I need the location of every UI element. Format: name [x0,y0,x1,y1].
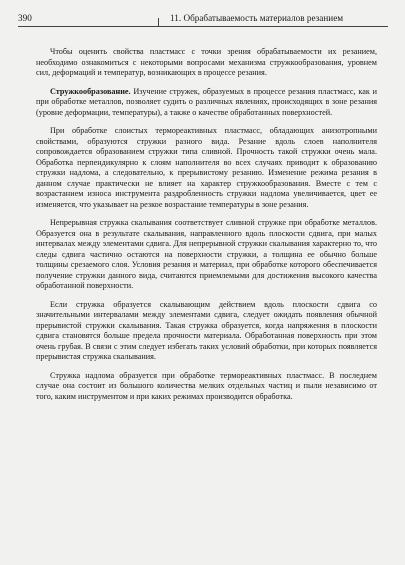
header-divider-tick [158,18,159,26]
running-header [18,11,388,25]
paragraph-fracture-chip [36,371,377,403]
paragraph-chip-formation [36,87,377,119]
paragraph-text: Чтобы оценить свойства пластмасс с точки зрения обрабатываемости их резанием, необходимо ознакомиться с некоторыми вопросами механизма стружкообразования, уровнем сил, деформаций и температур, возникающих в процессе резания. [36,47,377,77]
paragraph-text: При обработке слоистых термореактивных пластмасс, обладающих анизотропными свойствами, образуются стружки разного вида. Резание вдоль слоев наполнителя сопровождается образованием стружки типа сливной. Прочность такой стружки очень мала. Обработка перпендикулярно к слоям наполнителя во всех случаях приводит к образованию стружки надлома, а следовательно, к прерывистому резанию. Изменение режима резания в данном случае практически не влияет на характер стружкообразования. Вместе с тем с возрастанием износа инструмента раздробленность стружки надлома увеличивается, цвет ее изменяется, что указывает на резкое возрастание температуры в зоне резания. [36,126,377,209]
paragraph-intro [36,47,377,79]
paragraph-text: Если стружка образуется скалывающим действием вдоль плоскости сдвига со значительными интервалами между элементами сдвига, следует ожидать появления обычной прерывистой стружки скалывания. Такая стружка образуется, когда напряжения в плоскости сдвига становятся больше предела прочности материала. Обработанная поверхность при этом очень грубая. В связи с этим следует избегать таких условий обработки, при которых появляется прерывистая стружка скалывания. [36,299,377,361]
paragraph-text: Стружка надлома образуется при обработке термореактивных пластмасс. В последнем случае она состоит из большого количества мелких отдельных частиц и пыли независимо от того, каким инструментом и при каких режимах производится обработка. [36,370,377,401]
paragraph-text: Непрерывная стружка скалывания соответствует сливной стружке при обработке металлов. Образуется она в результате скалывания, направленного вдоль плоскости сдвига, при малых интервалах между элементами сдвига. Для непрерывной стружки скалывания характерно то, что следы сдвига частично остаются на поверхности стружки, а толщина ее обычно больше толщины срезаемого слоя. Условия резания и материал, при обработке которого обеспечивается получение стружки данного вида, считаются приемлемыми для достижения высокого качества обработанной поверхности. [36,218,377,290]
header-rule [18,26,388,27]
running-title: 11. Обрабатываемость материалов резанием [170,13,344,23]
paragraph-discontinuous-chip [36,300,377,363]
page-number: 390 [18,13,32,23]
paragraph-layered-plastics [36,126,377,210]
paragraph-text: Изучение стружек, образуемых в процессе резания пластмасс, как и при обработке металлов, позволяет судить о различных явлениях, происходящих в зоне резания (уровне деформации, температуры), а также о качестве обработанных поверхностей. [36,86,377,117]
paragraph-continuous-chip [36,218,377,292]
section-run-in-heading: Стружкообразование. [50,86,131,96]
body-text [36,47,377,410]
